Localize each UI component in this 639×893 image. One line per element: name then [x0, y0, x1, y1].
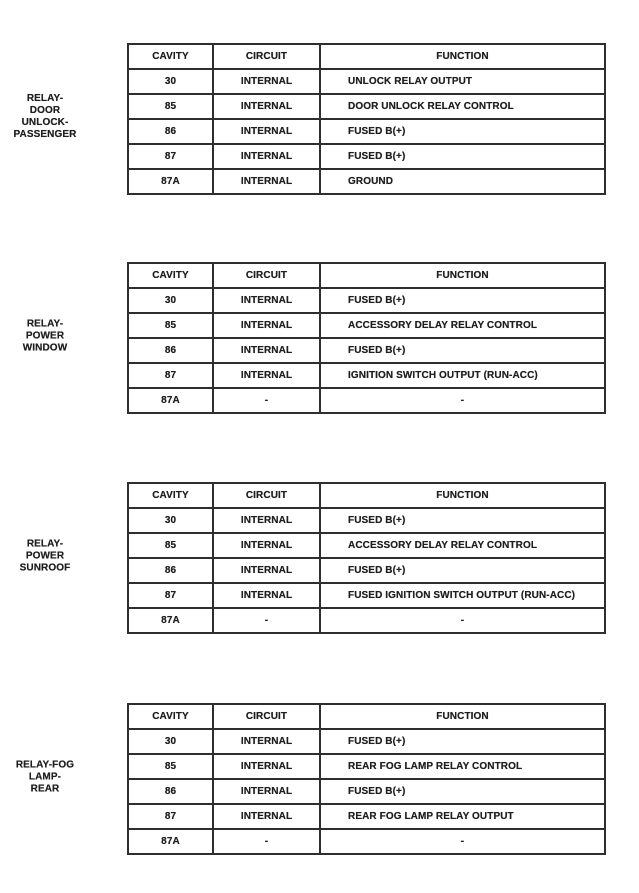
cell-cavity: 87A	[128, 388, 213, 413]
cell-circuit: INTERNAL	[213, 94, 320, 119]
cell-function: -	[320, 829, 605, 854]
cell-circuit: INTERNAL	[213, 119, 320, 144]
column-header-circuit: CIRCUIT	[213, 263, 320, 288]
cell-circuit: INTERNAL	[213, 338, 320, 363]
cell-circuit: INTERNAL	[213, 533, 320, 558]
cell-cavity: 87A	[128, 169, 213, 194]
cell-cavity: 87	[128, 804, 213, 829]
cell-function: GROUND	[320, 169, 605, 194]
relay-block-fog-lamp-rear	[0, 703, 639, 855]
cell-cavity: 87A	[128, 608, 213, 633]
cell-cavity: 85	[128, 313, 213, 338]
cell-cavity: 86	[128, 338, 213, 363]
cell-function: ACCESSORY DELAY RELAY CONTROL	[320, 533, 605, 558]
table-row	[128, 533, 605, 558]
cell-cavity: 85	[128, 533, 213, 558]
cell-function: ACCESSORY DELAY RELAY CONTROL	[320, 313, 605, 338]
cell-function: FUSED B(+)	[320, 288, 605, 313]
relay-label-line: LAMP-	[28, 771, 62, 783]
column-header-cavity: CAVITY	[128, 704, 213, 729]
cell-cavity: 86	[128, 119, 213, 144]
cell-function: FUSED B(+)	[320, 729, 605, 754]
cell-function: DOOR UNLOCK RELAY CONTROL	[320, 94, 605, 119]
table-header-row	[128, 44, 605, 69]
column-header-function: FUNCTION	[320, 704, 605, 729]
cell-cavity: 86	[128, 558, 213, 583]
relay-table-power-window	[127, 262, 606, 414]
table-row	[128, 779, 605, 804]
table-row	[128, 119, 605, 144]
cell-cavity: 30	[128, 69, 213, 94]
column-header-circuit: CIRCUIT	[213, 704, 320, 729]
relay-label-door-unlock-passenger	[0, 93, 90, 141]
table-row	[128, 94, 605, 119]
column-header-circuit: CIRCUIT	[213, 44, 320, 69]
cell-function: -	[320, 608, 605, 633]
table-row	[128, 313, 605, 338]
cell-function: FUSED B(+)	[320, 779, 605, 804]
table-row	[128, 829, 605, 854]
relay-label-fog-lamp-rear	[0, 760, 90, 796]
cell-circuit: INTERNAL	[213, 508, 320, 533]
relay-label-line: POWER	[25, 330, 65, 342]
column-header-function: FUNCTION	[320, 263, 605, 288]
cell-function: FUSED B(+)	[320, 119, 605, 144]
table-row	[128, 363, 605, 388]
table-row	[128, 169, 605, 194]
cell-circuit: INTERNAL	[213, 729, 320, 754]
cell-cavity: 87	[128, 363, 213, 388]
cell-function: IGNITION SWITCH OUTPUT (RUN-ACC)	[320, 363, 605, 388]
cell-function: FUSED IGNITION SWITCH OUTPUT (RUN-ACC)	[320, 583, 605, 608]
cell-circuit: INTERNAL	[213, 169, 320, 194]
cell-circuit: INTERNAL	[213, 558, 320, 583]
table-header-row	[128, 483, 605, 508]
column-header-function: FUNCTION	[320, 483, 605, 508]
cell-function: FUSED B(+)	[320, 508, 605, 533]
cell-circuit: INTERNAL	[213, 69, 320, 94]
relay-label-line: WINDOW	[22, 342, 68, 354]
relay-label-line: SUNROOF	[19, 562, 71, 574]
cell-cavity: 87	[128, 583, 213, 608]
table-row	[128, 508, 605, 533]
relay-label-line: DOOR	[29, 105, 61, 117]
relay-label-line: RELAY-FOG	[15, 759, 75, 771]
relay-label-line: PASSENGER	[13, 129, 77, 141]
cell-circuit: -	[213, 608, 320, 633]
table-row	[128, 729, 605, 754]
cell-function: FUSED B(+)	[320, 144, 605, 169]
relay-label-line: UNLOCK-	[21, 117, 69, 129]
relay-table-door-unlock-passenger	[127, 43, 606, 195]
table-row	[128, 144, 605, 169]
cell-cavity: 30	[128, 729, 213, 754]
relay-label-line: POWER	[25, 550, 65, 562]
relay-label-line: RELAY-	[26, 318, 64, 330]
table-row	[128, 338, 605, 363]
cell-circuit: INTERNAL	[213, 754, 320, 779]
cell-circuit: -	[213, 829, 320, 854]
column-header-cavity: CAVITY	[128, 483, 213, 508]
relay-label-line: RELAY-	[26, 93, 64, 105]
cell-cavity: 87A	[128, 829, 213, 854]
cell-cavity: 87	[128, 144, 213, 169]
cell-cavity: 30	[128, 288, 213, 313]
cell-cavity: 85	[128, 94, 213, 119]
relay-block-power-window	[0, 262, 639, 414]
cell-function: FUSED B(+)	[320, 558, 605, 583]
cell-function: REAR FOG LAMP RELAY CONTROL	[320, 754, 605, 779]
table-row	[128, 583, 605, 608]
column-header-circuit: CIRCUIT	[213, 483, 320, 508]
relay-table-power-sunroof	[127, 482, 606, 634]
cell-function: -	[320, 388, 605, 413]
cell-circuit: INTERNAL	[213, 583, 320, 608]
table-row	[128, 69, 605, 94]
relay-table-fog-lamp-rear	[127, 703, 606, 855]
relay-block-power-sunroof	[0, 482, 639, 634]
cell-circuit: INTERNAL	[213, 804, 320, 829]
cell-cavity: 86	[128, 779, 213, 804]
relay-label-line: RELAY-	[26, 538, 64, 550]
relay-label-line: REAR	[30, 783, 60, 795]
table-row	[128, 558, 605, 583]
column-header-cavity: CAVITY	[128, 263, 213, 288]
cell-function: FUSED B(+)	[320, 338, 605, 363]
column-header-function: FUNCTION	[320, 44, 605, 69]
cell-cavity: 30	[128, 508, 213, 533]
cell-circuit: INTERNAL	[213, 144, 320, 169]
cell-circuit: INTERNAL	[213, 779, 320, 804]
column-header-cavity: CAVITY	[128, 44, 213, 69]
table-row	[128, 608, 605, 633]
cell-function: REAR FOG LAMP RELAY OUTPUT	[320, 804, 605, 829]
table-row	[128, 804, 605, 829]
cell-cavity: 85	[128, 754, 213, 779]
relay-label-power-window	[0, 319, 90, 355]
table-row	[128, 288, 605, 313]
relay-label-power-sunroof	[0, 539, 90, 575]
table-header-row	[128, 704, 605, 729]
table-row	[128, 754, 605, 779]
table-row	[128, 388, 605, 413]
cell-circuit: -	[213, 388, 320, 413]
table-header-row	[128, 263, 605, 288]
cell-circuit: INTERNAL	[213, 363, 320, 388]
cell-circuit: INTERNAL	[213, 288, 320, 313]
relay-block-door-unlock-passenger	[0, 43, 639, 195]
cell-function: UNLOCK RELAY OUTPUT	[320, 69, 605, 94]
cell-circuit: INTERNAL	[213, 313, 320, 338]
